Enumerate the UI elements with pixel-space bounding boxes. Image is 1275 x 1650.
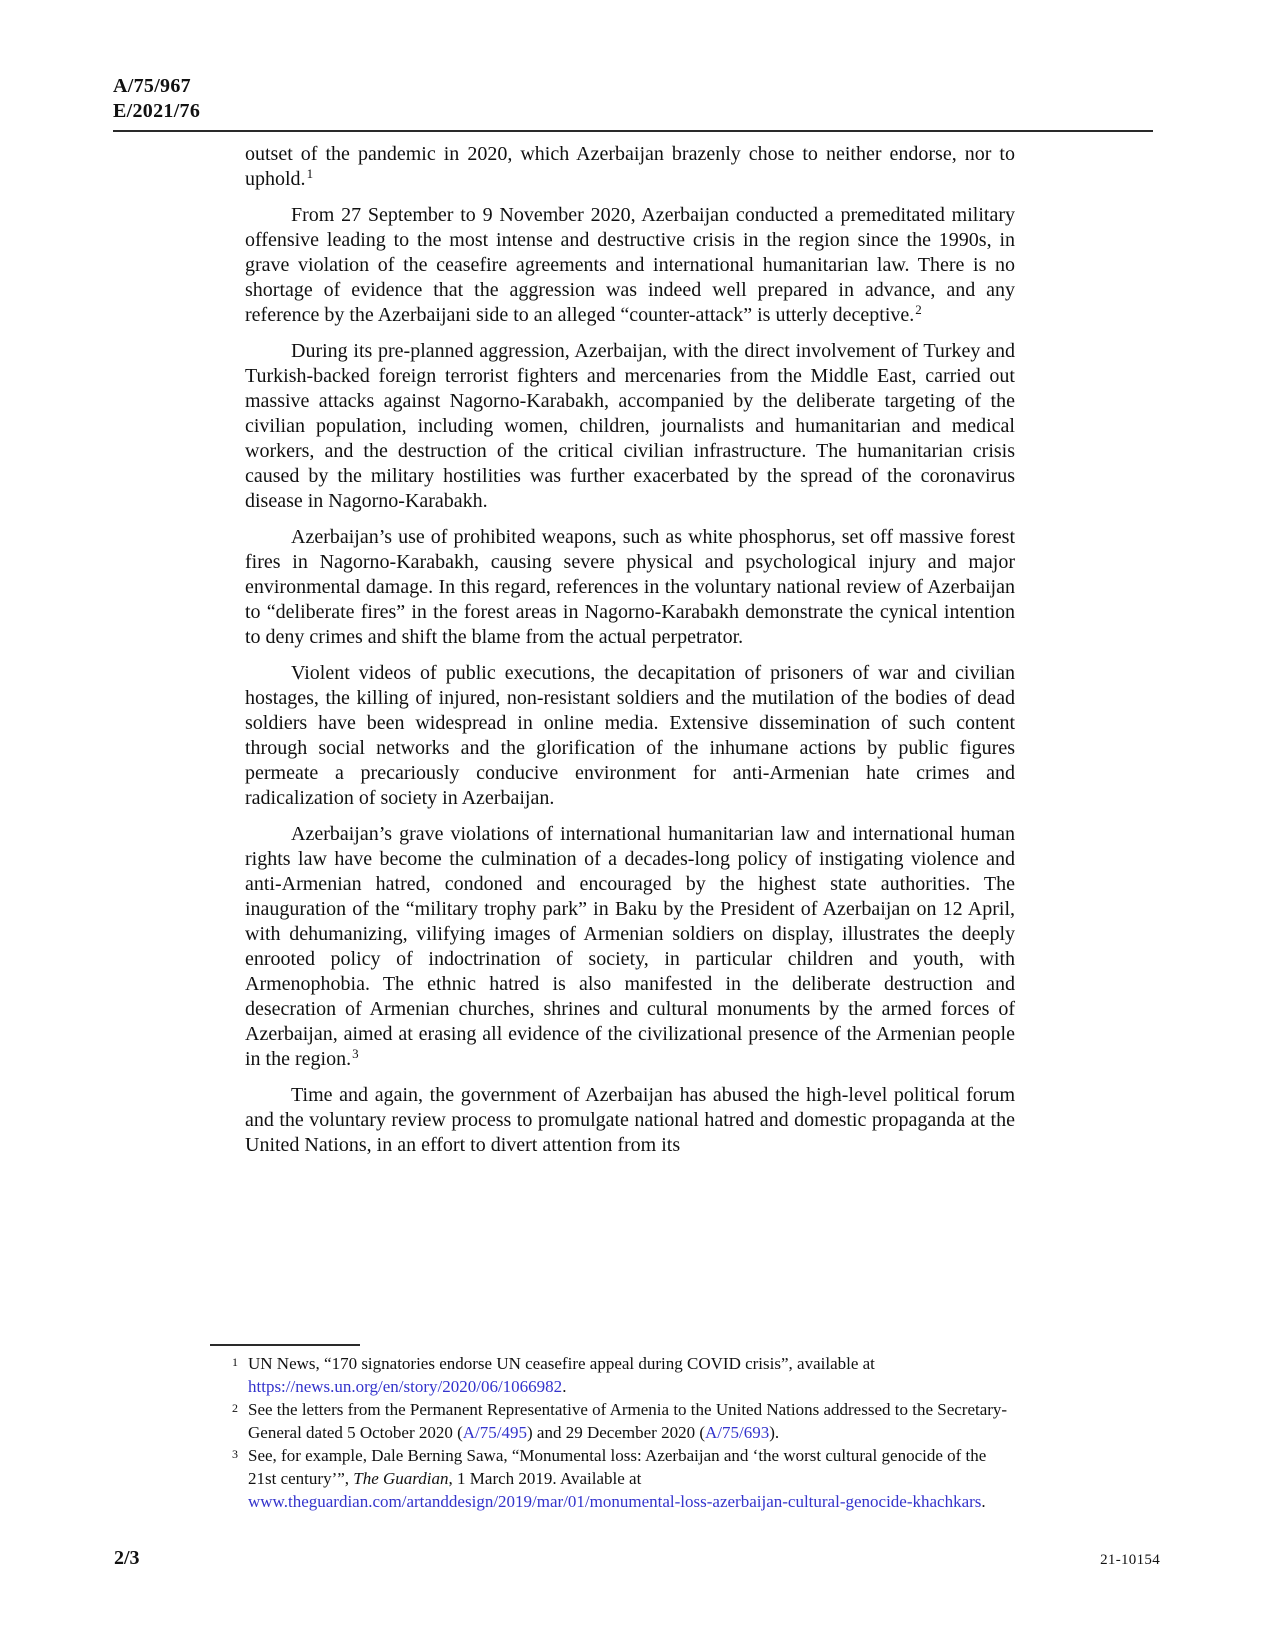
footnotes	[232, 1352, 1015, 1513]
document-header	[113, 74, 200, 124]
footnote-number: 3	[232, 1447, 238, 1461]
doc-symbol-e: E/2021/76	[113, 100, 201, 122]
doc-symbol-a: A/75/967	[113, 75, 191, 97]
text-run: .	[981, 1492, 986, 1511]
footnote-ref: 2	[915, 302, 922, 317]
header-rule	[113, 130, 1153, 132]
document-body	[245, 142, 1015, 1169]
text-run: Azerbaijan’s grave violations of international humanitarian law and international human rights law have become the culmination of a decades-long policy of instigating violence and anti-Armenian hatred, condoned and encouraged by the highest state authorities. The inauguration of the “military trophy park” in Baku by the President of Azerbaijan on 12 April, with dehumanizing, vilifying images of Armenian soldiers on display, illustrates the deeply enrooted policy of indoctrination of society, in particular children and youth, with Armenophobia. The ethnic hatred is also manifested in the deliberate destruction and desecration of Armenian churches, shrines and cultural monuments by the armed forces of Azerbaijan, aimed at erasing all evidence of the civilizational presence of the Armenian people in the region.	[245, 823, 1015, 1070]
footnote-separator	[210, 1344, 360, 1346]
job-number: 21-10154	[1100, 1552, 1160, 1568]
text-run: UN News, “170 signatories endorse UN ceasefire appeal during COVID crisis”, available at	[248, 1354, 875, 1373]
footnote-item	[232, 1398, 1015, 1444]
paragraph	[245, 1083, 1015, 1158]
text-run: .	[562, 1377, 567, 1396]
text-run: ) and 29 December 2020 (	[527, 1423, 705, 1442]
text-run: Violent videos of public executions, the decapitation of prisoners of war and civilian hostages, the killing of injured, non-resistant soldiers and the mutilation of the bodies of dead soldiers have been widespread in online media. Extensive dissemination of such content through social networks and the glorification of the inhumane actions by public figures permeate a precariously conducive environment for anti-Armenian hate crimes and radicalization of society in Azerbaijan.	[245, 662, 1015, 809]
footnote-item	[232, 1444, 1015, 1513]
footnote-ref: 1	[306, 166, 314, 181]
paragraph	[245, 661, 1015, 811]
italic-text: The Guardian	[353, 1469, 449, 1488]
text-run: Azerbaijan’s use of prohibited weapons, such as white phosphorus, set off massive forest fires in Nagorno-Karabakh, causing severe physical and psychological injury and major environmental damage. In this regard, references in the voluntary national review of Azerbaijan to “deliberate fires” in the forest areas in Nagorno-Karabakh demonstrate the cynical intention to deny crimes and shift the blame from the actual perpetrator.	[245, 526, 1015, 648]
footnote-ref: 3	[352, 1046, 359, 1061]
text-run: outset of the pandemic in 2020, which Azerbaijan brazenly chose to neither endorse, nor to uphold.	[245, 143, 1015, 190]
text-run: Time and again, the government of Azerbaijan has abused the high-level political forum and the voluntary review process to promulgate national hatred and domestic propaganda at the United Nations, in an effort to divert attention from its	[245, 1084, 1015, 1156]
paragraph	[245, 525, 1015, 650]
hyperlink[interactable]: A/75/495	[462, 1423, 528, 1442]
footnote-number: 1	[232, 1355, 238, 1369]
paragraph	[245, 203, 1015, 328]
hyperlink[interactable]: A/75/693	[704, 1423, 770, 1442]
footnote-item	[232, 1352, 1015, 1398]
text-run: , 1 March 2019. Available at	[448, 1469, 642, 1488]
text-run: From 27 September to 9 November 2020, Azerbaijan conducted a premeditated military offensive leading to the most intense and destructive crisis in the region since the 1990s, in grave violation of the ceasefire agreements and international humanitarian law. There is no shortage of evidence that the aggression was indeed well prepared in advance, and any reference by the Azerbaijani side to an alleged “counter-attack” is utterly deceptive.	[245, 204, 1015, 326]
text-run: See the letters from the Permanent Representative of Armenia to the United Nations addressed to the Secretary-General dated 5 October 2020 (	[248, 1400, 1008, 1442]
text-run: See, for example, Dale Berning Sawa, “Monumental loss: Azerbaijan and ‘the worst cultural genocide of the 21st century’”,	[248, 1446, 987, 1488]
paragraph	[245, 822, 1015, 1072]
footnote-number: 2	[232, 1401, 238, 1415]
paragraph	[245, 142, 1015, 192]
text-run: During its pre-planned aggression, Azerbaijan, with the direct involvement of Turkey and Turkish-backed foreign terrorist fighters and mercenaries from the Middle East, carried out massive attacks against Nagorno-Karabakh, accompanied by the deliberate targeting of the civilian population, including women, children, journalists and humanitarian and medical workers, and the destruction of the critical civilian infrastructure. The humanitarian crisis caused by the military hostilities was further exacerbated by the spread of the coronavirus disease in Nagorno-Karabakh.	[245, 340, 1015, 512]
page-number: 2/3	[114, 1547, 140, 1569]
paragraph	[245, 339, 1015, 514]
hyperlink[interactable]: https://news.un.org/en/story/2020/06/1066982	[248, 1377, 563, 1396]
hyperlink[interactable]: www.theguardian.com/artanddesign/2019/mar/01/monumental-loss-azerbaijan-cultural-genocide-khachkars	[248, 1492, 982, 1511]
text-run: ).	[769, 1423, 780, 1442]
